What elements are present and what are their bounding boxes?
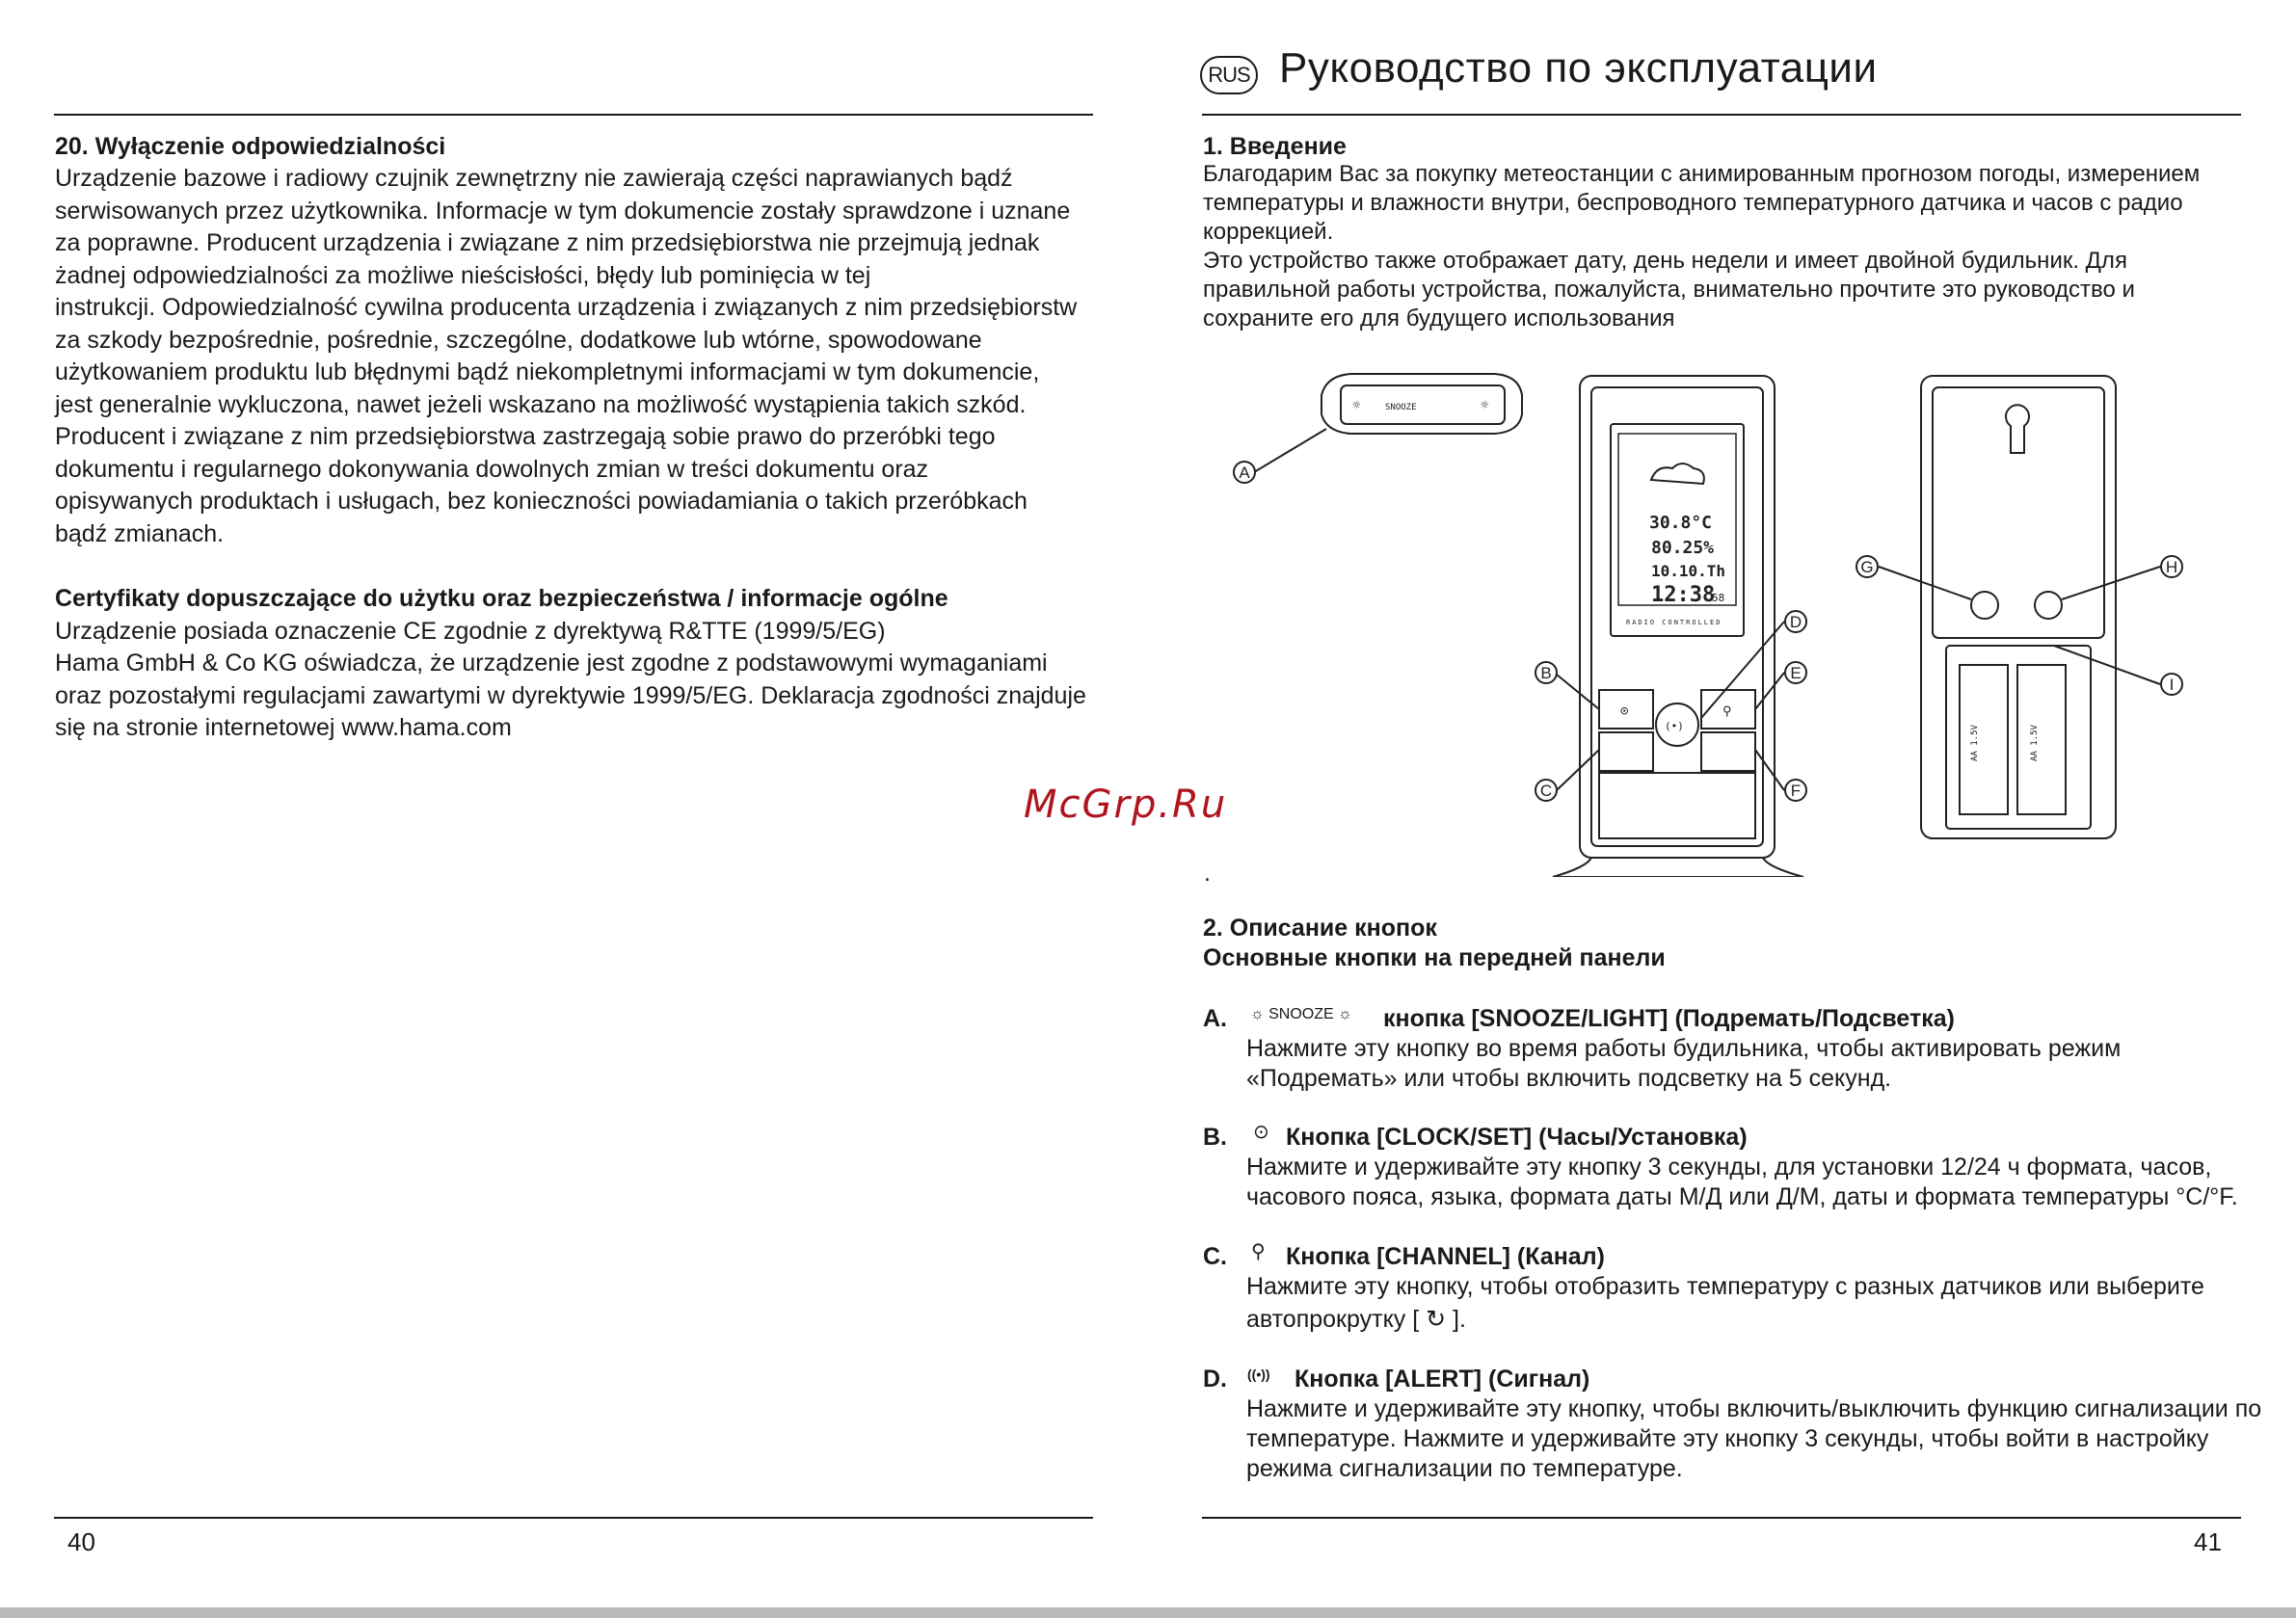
callout-e: E — [1790, 664, 1802, 682]
lcd-caption: RADIO CONTROLLED — [1626, 619, 1722, 626]
para-line: Благодарим Вас за покупку метеостанции с анимированным прогнозом погоды, измерением — [1203, 161, 2201, 187]
para-line: za szkody bezpośrednie, pośrednie, szczególne, dodatkowe lub wtórne, spowodowane — [55, 327, 982, 354]
item-body-line: «Подремать» или чтобы включить подсветку на 5 секунд. — [1246, 1065, 1892, 1092]
item-body-line: автопрокрутку [ ↻ ]. — [1246, 1306, 1466, 1333]
stray-dot: . — [1204, 860, 1211, 887]
item-body-line: Нажмите эту кнопку, чтобы отобразить температуру с разных датчиков или выберите — [1246, 1273, 2204, 1300]
manual-title: Руководство по эксплуатации — [1279, 44, 1878, 92]
light-icon: ☼ — [1352, 398, 1361, 413]
para-line: za poprawne. Producent urządzenia i związane z nim przedsiębiorstwa nie przejmują jednak — [55, 229, 1040, 256]
top-rule — [1202, 114, 2241, 116]
snooze-label: SNOOZE — [1385, 403, 1417, 412]
light-icon: ☼ — [1481, 398, 1489, 413]
clock-icon: ⊙ — [1253, 1122, 1269, 1143]
callout-g: G — [1860, 558, 1874, 576]
item-title: Кнопка [CHANNEL] (Канал) — [1286, 1243, 1605, 1270]
callout-d: D — [1789, 613, 1802, 631]
lcd-seconds: 58 — [1712, 592, 1725, 604]
para-line: сохраните его для будущего использования — [1203, 305, 1675, 332]
para-line: serwisowanych przez użytkownika. Informacje w tym dokumencie zostały sprawdzone i uznane — [55, 198, 1071, 225]
device-diagram — [1148, 357, 2296, 877]
battery-label: AA 1.5V — [1970, 725, 1980, 761]
para-line: opisywanych produktach i usługach, bez konieczności powiadamiania o takich przeróbkach — [55, 488, 1028, 515]
callout-b: B — [1540, 664, 1552, 682]
alert-icon: (•) — [1665, 720, 1684, 732]
para-line: dokumentu i regularnego dokonywania dowolnych zmian w treści dokumentu oraz — [55, 456, 929, 483]
item-title: Кнопка [ALERT] (Сигнал) — [1295, 1366, 1590, 1393]
intro-title: 1. Введение — [1203, 133, 1347, 160]
callout-a: A — [1239, 464, 1250, 482]
clock-icon: ⊙ — [1620, 703, 1629, 719]
callout-c: C — [1539, 782, 1553, 800]
para-line: żadnej odpowiedzialności za możliwe nieścisłości, błędy lub pominięcia w tej — [55, 262, 871, 289]
bottom-rule — [1202, 1517, 2241, 1519]
battery-label: AA 1.5V — [2030, 725, 2040, 761]
item-body-line: часового пояса, языка, формата даты М/Д или Д/М, даты и формата температуры °C/°F. — [1246, 1183, 2238, 1210]
right-page — [1024, 0, 2296, 1618]
para-line: Hama GmbH & Co KG oświadcza, że urządzenie jest zgodne z podstawowymi wymaganiami — [55, 650, 1048, 676]
lcd-time: 12:38 — [1651, 583, 1716, 607]
channel-icon: ⚲ — [1722, 704, 1732, 719]
para-line: температуры и влажности внутри, беспроводного температурного датчика и часов с радио — [1203, 190, 2183, 216]
item-body-line: температуре. Нажмите и удерживайте эту кнопку 3 секунды, чтобы войти в настройку — [1246, 1425, 2209, 1452]
para-line: instrukcji. Odpowiedzialność cywilna producenta urządzenia i związanych z nim przedsiębiorstw — [55, 294, 1078, 321]
watermark: McGrp.Ru — [1024, 782, 1228, 827]
item-body-line: режима сигнализации по температуре. — [1246, 1455, 1683, 1482]
callout-f: F — [1790, 782, 1802, 800]
para-line: oraz pozostałymi regulacjami zawartymi w dyrektywie 1999/5/EG. Deklaracja zgodności znajduje — [55, 682, 1086, 709]
buttons-subtitle: Основные кнопки на передней панели — [1203, 944, 1666, 971]
bottom-rule — [54, 1517, 1093, 1519]
para-line: jest generalnie wykluczona, nawet jeżeli wskazano na możliwość wystąpienia takich szkód. — [55, 391, 1027, 418]
item-letter: A. — [1203, 1005, 1227, 1032]
cert-title: Certyfikaty dopuszczające do użytku oraz bezpieczeństwa / informacje ogólne — [55, 585, 948, 612]
callout-i: I — [2169, 676, 2175, 694]
page-number: 41 — [2194, 1527, 2222, 1556]
para-line: się na stronie internetowej www.hama.com — [55, 714, 512, 741]
lcd-humidity: 80.25% — [1651, 538, 1715, 558]
para-line: Это устройство также отображает дату, день недели и имеет двойной будильник. Для — [1203, 248, 2127, 274]
item-letter: D. — [1203, 1366, 1227, 1393]
para-line: użytkowaniem produktu lub błędnymi bądź niekompletnymi informacjami w tym dokumencie, — [55, 358, 1040, 385]
top-rule — [54, 114, 1093, 116]
item-title: кнопка [SNOOZE/LIGHT] (Подремать/Подсветка) — [1383, 1005, 1955, 1032]
para-line: правильной работы устройства, пожалуйста, внимательно прочтите это руководство и — [1203, 277, 2135, 303]
item-body-line: Нажмите эту кнопку во время работы будильника, чтобы активировать режим — [1246, 1035, 2122, 1062]
item-letter: C. — [1203, 1243, 1227, 1270]
language-badge: RUS — [1200, 56, 1258, 94]
lcd-temperature: 30.8°C — [1649, 513, 1713, 533]
item-body-line: Нажмите и удерживайте эту кнопку 3 секунды, для установки 12/24 ч формата, часов, — [1246, 1154, 2212, 1180]
lcd-date: 10.10.Th — [1651, 562, 1726, 580]
page-number: 40 — [67, 1527, 95, 1556]
bottom-edge — [0, 1607, 2296, 1618]
para-line: bądź zmianach. — [55, 520, 225, 547]
item-body-line: Нажмите и удерживайте эту кнопку, чтобы включить/выключить функцию сигнализации по — [1246, 1395, 2262, 1422]
para-line: Urządzenie bazowe i radiowy czujnik zewnętrzny nie zawierają części naprawianych bądź — [55, 165, 1013, 192]
item-letter: B. — [1203, 1124, 1227, 1151]
section-title: 20. Wyłączenie odpowiedzialności — [55, 133, 446, 160]
item-title: Кнопка [CLOCK/SET] (Часы/Установка) — [1286, 1124, 1748, 1151]
para-line: Producent i związane z nim przedsiębiorstwa zastrzegają sobie prawo do przeróbki tego — [55, 423, 996, 450]
callout-h: H — [2165, 558, 2178, 576]
alert-icon: ((•)) — [1247, 1366, 1270, 1382]
para-line: Urządzenie posiada oznaczenie CE zgodnie z dyrektywą R&TTE (1999/5/EG) — [55, 618, 886, 645]
para-line: коррекцией. — [1203, 219, 1334, 245]
buttons-title: 2. Описание кнопок — [1203, 915, 1437, 942]
snooze-icon: ☼ SNOOZE ☼ — [1250, 1006, 1352, 1022]
channel-icon: ⚲ — [1251, 1241, 1266, 1262]
